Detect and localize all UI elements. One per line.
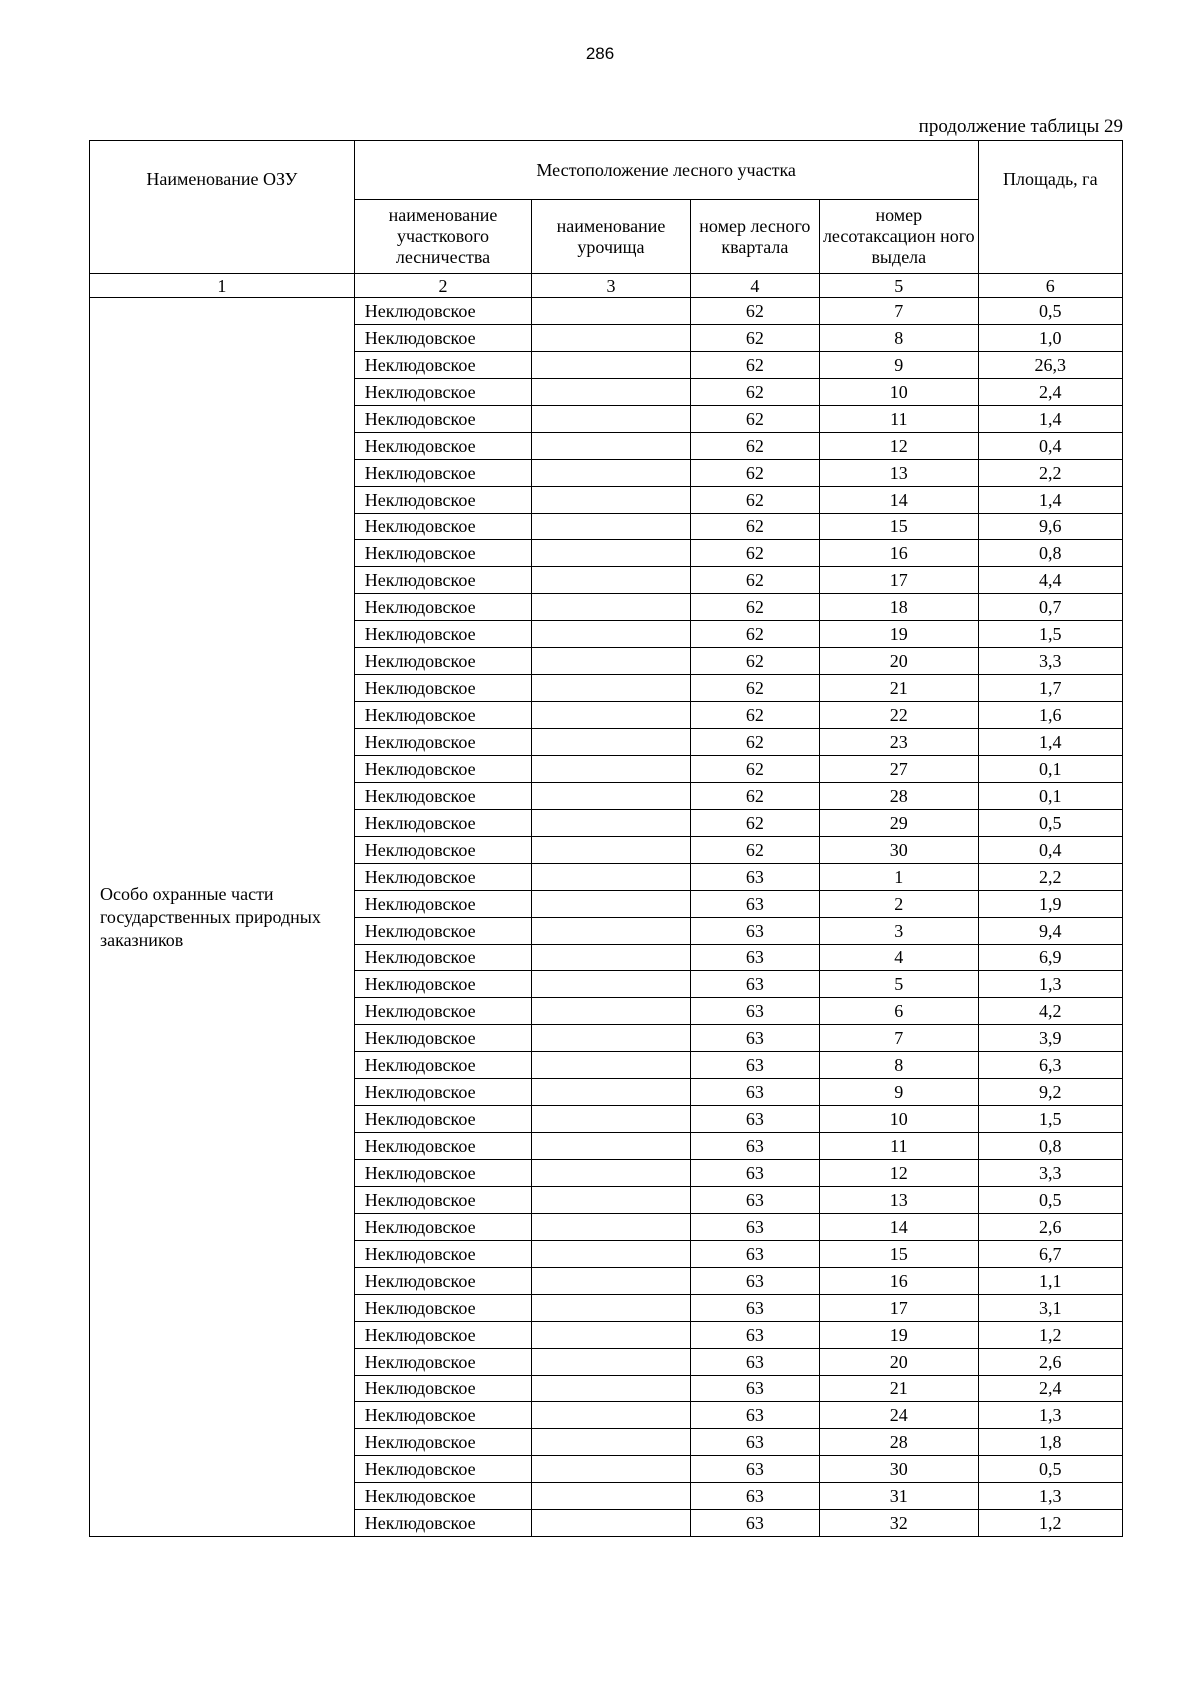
forestry-cell: Неклюдовское (354, 1321, 532, 1348)
ozu-category-cell: Особо охранные части государственных природных заказников (90, 298, 355, 1537)
quarter-cell: 63 (690, 998, 819, 1025)
area-cell: 2,6 (978, 1213, 1122, 1240)
forestry-cell: Неклюдовское (354, 378, 532, 405)
forestry-cell: Неклюдовское (354, 809, 532, 836)
forestry-cell: Неклюдовское (354, 836, 532, 863)
area-cell: 3,9 (978, 1025, 1122, 1052)
allotment-cell: 13 (820, 459, 979, 486)
area-cell: 6,7 (978, 1240, 1122, 1267)
allotment-cell: 13 (820, 1186, 979, 1213)
column-number: 5 (820, 274, 979, 298)
quarter-cell: 62 (690, 486, 819, 513)
tract-cell (532, 971, 690, 998)
forestry-cell: Неклюдовское (354, 729, 532, 756)
allotment-cell: 22 (820, 702, 979, 729)
allotment-cell: 3 (820, 917, 979, 944)
tract-cell (532, 1510, 690, 1537)
column-number: 3 (532, 274, 690, 298)
column-number: 1 (90, 274, 355, 298)
header-ozu-name: Наименование ОЗУ (90, 141, 355, 274)
tract-cell (532, 729, 690, 756)
allotment-cell: 14 (820, 1213, 979, 1240)
area-cell: 1,5 (978, 1106, 1122, 1133)
allotment-cell: 27 (820, 755, 979, 782)
quarter-cell: 62 (690, 836, 819, 863)
area-cell: 9,6 (978, 513, 1122, 540)
allotment-cell: 30 (820, 836, 979, 863)
area-cell: 9,2 (978, 1079, 1122, 1106)
tract-cell (532, 486, 690, 513)
area-cell: 0,1 (978, 782, 1122, 809)
allotment-cell: 23 (820, 729, 979, 756)
quarter-cell: 62 (690, 755, 819, 782)
tract-cell (532, 1321, 690, 1348)
allotment-cell: 10 (820, 1106, 979, 1133)
allotment-cell: 32 (820, 1510, 979, 1537)
tract-cell (532, 324, 690, 351)
quarter-cell: 63 (690, 1079, 819, 1106)
forestry-cell: Неклюдовское (354, 1483, 532, 1510)
allotment-cell: 31 (820, 1483, 979, 1510)
area-cell: 6,3 (978, 1052, 1122, 1079)
quarter-cell: 62 (690, 782, 819, 809)
tract-cell (532, 567, 690, 594)
forestry-cell: Неклюдовское (354, 459, 532, 486)
area-cell: 0,1 (978, 755, 1122, 782)
tract-cell (532, 1052, 690, 1079)
quarter-cell: 63 (690, 1429, 819, 1456)
area-cell: 1,9 (978, 890, 1122, 917)
table-continuation-caption: продолжение таблицы 29 (918, 116, 1123, 137)
forestry-cell: Неклюдовское (354, 594, 532, 621)
tract-cell (532, 621, 690, 648)
area-cell: 0,4 (978, 836, 1122, 863)
allotment-cell: 8 (820, 1052, 979, 1079)
allotment-cell: 14 (820, 486, 979, 513)
quarter-cell: 63 (690, 1106, 819, 1133)
quarter-cell: 63 (690, 890, 819, 917)
area-cell: 0,5 (978, 298, 1122, 325)
allotment-cell: 19 (820, 621, 979, 648)
tract-cell (532, 1240, 690, 1267)
tract-cell (532, 1294, 690, 1321)
tract-cell (532, 836, 690, 863)
area-cell: 1,3 (978, 1483, 1122, 1510)
header-area: Площадь, га (978, 141, 1122, 274)
area-cell: 1,8 (978, 1429, 1122, 1456)
page-number: 286 (585, 44, 615, 63)
table-row (90, 298, 1123, 325)
quarter-cell: 62 (690, 459, 819, 486)
quarter-cell: 62 (690, 351, 819, 378)
allotment-cell: 28 (820, 782, 979, 809)
quarter-cell: 63 (690, 1160, 819, 1187)
quarter-cell: 63 (690, 863, 819, 890)
allotment-cell: 21 (820, 675, 979, 702)
area-cell: 3,3 (978, 648, 1122, 675)
header-allotment: номер лесотаксацион ного выдела (820, 200, 979, 274)
area-cell: 3,3 (978, 1160, 1122, 1187)
forestry-cell: Неклюдовское (354, 405, 532, 432)
allotment-cell: 20 (820, 1348, 979, 1375)
forestry-cell: Неклюдовское (354, 1133, 532, 1160)
area-cell: 1,4 (978, 729, 1122, 756)
quarter-cell: 63 (690, 1456, 819, 1483)
forestry-cell: Неклюдовское (354, 1052, 532, 1079)
tract-cell (532, 1267, 690, 1294)
tract-cell (532, 405, 690, 432)
forestry-cell: Неклюдовское (354, 755, 532, 782)
quarter-cell: 62 (690, 729, 819, 756)
tract-cell (532, 513, 690, 540)
tract-cell (532, 890, 690, 917)
tract-cell (532, 1025, 690, 1052)
forestry-cell: Неклюдовское (354, 702, 532, 729)
forest-plots-table (89, 140, 1123, 1537)
area-cell: 26,3 (978, 351, 1122, 378)
allotment-cell: 15 (820, 1240, 979, 1267)
allotment-cell: 7 (820, 298, 979, 325)
forestry-cell: Неклюдовское (354, 298, 532, 325)
tract-cell (532, 1160, 690, 1187)
tract-cell (532, 702, 690, 729)
forestry-cell: Неклюдовское (354, 513, 532, 540)
quarter-cell: 62 (690, 405, 819, 432)
allotment-cell: 19 (820, 1321, 979, 1348)
tract-cell (532, 675, 690, 702)
area-cell: 1,6 (978, 702, 1122, 729)
column-number: 6 (978, 274, 1122, 298)
area-cell: 1,0 (978, 324, 1122, 351)
tract-cell (532, 459, 690, 486)
tract-cell (532, 298, 690, 325)
quarter-cell: 62 (690, 809, 819, 836)
quarter-cell: 63 (690, 917, 819, 944)
forestry-cell: Неклюдовское (354, 1510, 532, 1537)
area-cell: 2,6 (978, 1348, 1122, 1375)
area-cell: 0,4 (978, 432, 1122, 459)
table-body (90, 298, 1123, 1537)
quarter-cell: 63 (690, 1052, 819, 1079)
allotment-cell: 9 (820, 1079, 979, 1106)
tract-cell (532, 1375, 690, 1402)
quarter-cell: 63 (690, 1483, 819, 1510)
allotment-cell: 11 (820, 405, 979, 432)
tract-cell (532, 540, 690, 567)
forestry-cell: Неклюдовское (354, 1160, 532, 1187)
quarter-cell: 62 (690, 567, 819, 594)
area-cell: 0,5 (978, 1456, 1122, 1483)
forestry-cell: Неклюдовское (354, 1025, 532, 1052)
quarter-cell: 62 (690, 648, 819, 675)
allotment-cell: 17 (820, 1294, 979, 1321)
tract-cell (532, 1456, 690, 1483)
area-cell: 0,5 (978, 809, 1122, 836)
tract-cell (532, 782, 690, 809)
allotment-cell: 16 (820, 1267, 979, 1294)
forestry-cell: Неклюдовское (354, 782, 532, 809)
tract-cell (532, 809, 690, 836)
area-cell: 2,4 (978, 378, 1122, 405)
allotment-cell: 15 (820, 513, 979, 540)
quarter-cell: 62 (690, 540, 819, 567)
allotment-cell: 16 (820, 540, 979, 567)
area-cell: 2,2 (978, 459, 1122, 486)
forestry-cell: Неклюдовское (354, 1375, 532, 1402)
forestry-cell: Неклюдовское (354, 1186, 532, 1213)
allotment-cell: 11 (820, 1133, 979, 1160)
area-cell: 6,9 (978, 944, 1122, 971)
forestry-cell: Неклюдовское (354, 432, 532, 459)
forestry-cell: Неклюдовское (354, 1348, 532, 1375)
allotment-cell: 5 (820, 971, 979, 998)
forestry-cell: Неклюдовское (354, 917, 532, 944)
area-cell: 2,2 (978, 863, 1122, 890)
quarter-cell: 63 (690, 1321, 819, 1348)
header-location: Местоположение лесного участка (354, 141, 978, 200)
forestry-cell: Неклюдовское (354, 1240, 532, 1267)
forestry-cell: Неклюдовское (354, 1429, 532, 1456)
allotment-cell: 18 (820, 594, 979, 621)
column-number: 2 (354, 274, 532, 298)
area-cell: 2,4 (978, 1375, 1122, 1402)
forestry-cell: Неклюдовское (354, 648, 532, 675)
header-quarter: номер лесного квартала (690, 200, 819, 274)
forestry-cell: Неклюдовское (354, 998, 532, 1025)
forestry-cell: Неклюдовское (354, 1267, 532, 1294)
allotment-cell: 29 (820, 809, 979, 836)
tract-cell (532, 1402, 690, 1429)
tract-cell (532, 1348, 690, 1375)
forestry-cell: Неклюдовское (354, 1402, 532, 1429)
forestry-cell: Неклюдовское (354, 621, 532, 648)
area-cell: 4,2 (978, 998, 1122, 1025)
allotment-cell: 12 (820, 1160, 979, 1187)
quarter-cell: 62 (690, 702, 819, 729)
tract-cell (532, 648, 690, 675)
area-cell: 1,5 (978, 621, 1122, 648)
area-cell: 0,7 (978, 594, 1122, 621)
area-cell: 0,8 (978, 1133, 1122, 1160)
allotment-cell: 17 (820, 567, 979, 594)
forestry-cell: Неклюдовское (354, 567, 532, 594)
allotment-cell: 2 (820, 890, 979, 917)
allotment-cell: 8 (820, 324, 979, 351)
tract-cell (532, 351, 690, 378)
area-cell: 1,3 (978, 971, 1122, 998)
tract-cell (532, 1133, 690, 1160)
quarter-cell: 62 (690, 432, 819, 459)
area-cell: 1,4 (978, 486, 1122, 513)
tract-cell (532, 1213, 690, 1240)
area-cell: 1,1 (978, 1267, 1122, 1294)
allotment-cell: 7 (820, 1025, 979, 1052)
area-cell: 1,3 (978, 1402, 1122, 1429)
quarter-cell: 63 (690, 1025, 819, 1052)
quarter-cell: 63 (690, 1294, 819, 1321)
area-cell: 1,2 (978, 1510, 1122, 1537)
area-cell: 3,1 (978, 1294, 1122, 1321)
area-cell: 1,7 (978, 675, 1122, 702)
tract-cell (532, 755, 690, 782)
tract-cell (532, 432, 690, 459)
column-number: 4 (690, 274, 819, 298)
allotment-cell: 28 (820, 1429, 979, 1456)
allotment-cell: 24 (820, 1402, 979, 1429)
tract-cell (532, 1186, 690, 1213)
forestry-cell: Неклюдовское (354, 351, 532, 378)
quarter-cell: 63 (690, 1186, 819, 1213)
area-cell: 1,2 (978, 1321, 1122, 1348)
forestry-cell: Неклюдовское (354, 1456, 532, 1483)
tract-cell (532, 378, 690, 405)
forestry-cell: Неклюдовское (354, 971, 532, 998)
header-tract: наименование урочища (532, 200, 690, 274)
forestry-cell: Неклюдовское (354, 486, 532, 513)
forestry-cell: Неклюдовское (354, 944, 532, 971)
forestry-cell: Неклюдовское (354, 1294, 532, 1321)
allotment-cell: 4 (820, 944, 979, 971)
forestry-cell: Неклюдовское (354, 1213, 532, 1240)
allotment-cell: 12 (820, 432, 979, 459)
allotment-cell: 20 (820, 648, 979, 675)
forestry-cell: Неклюдовское (354, 1079, 532, 1106)
quarter-cell: 63 (690, 1375, 819, 1402)
quarter-cell: 63 (690, 1133, 819, 1160)
forestry-cell: Неклюдовское (354, 540, 532, 567)
allotment-cell: 30 (820, 1456, 979, 1483)
quarter-cell: 62 (690, 324, 819, 351)
quarter-cell: 63 (690, 1348, 819, 1375)
tract-cell (532, 1079, 690, 1106)
forestry-cell: Неклюдовское (354, 324, 532, 351)
quarter-cell: 63 (690, 1213, 819, 1240)
tract-cell (532, 863, 690, 890)
quarter-cell: 62 (690, 378, 819, 405)
area-cell: 0,8 (978, 540, 1122, 567)
quarter-cell: 63 (690, 1402, 819, 1429)
quarter-cell: 63 (690, 1267, 819, 1294)
quarter-cell: 62 (690, 675, 819, 702)
tract-cell (532, 594, 690, 621)
quarter-cell: 63 (690, 1510, 819, 1537)
quarter-cell: 63 (690, 944, 819, 971)
quarter-cell: 62 (690, 621, 819, 648)
tract-cell (532, 917, 690, 944)
quarter-cell: 63 (690, 1240, 819, 1267)
area-cell: 0,5 (978, 1186, 1122, 1213)
quarter-cell: 62 (690, 513, 819, 540)
tract-cell (532, 1483, 690, 1510)
quarter-cell: 63 (690, 971, 819, 998)
allotment-cell: 10 (820, 378, 979, 405)
forestry-cell: Неклюдовское (354, 863, 532, 890)
quarter-cell: 62 (690, 594, 819, 621)
header-forestry: наименование участкового лесничества (354, 200, 532, 274)
allotment-cell: 6 (820, 998, 979, 1025)
area-cell: 9,4 (978, 917, 1122, 944)
allotment-cell: 1 (820, 863, 979, 890)
tract-cell (532, 998, 690, 1025)
tract-cell (532, 1429, 690, 1456)
allotment-cell: 9 (820, 351, 979, 378)
quarter-cell: 62 (690, 298, 819, 325)
area-cell: 4,4 (978, 567, 1122, 594)
forestry-cell: Неклюдовское (354, 675, 532, 702)
area-cell: 1,4 (978, 405, 1122, 432)
forestry-cell: Неклюдовское (354, 1106, 532, 1133)
tract-cell (532, 944, 690, 971)
allotment-cell: 21 (820, 1375, 979, 1402)
tract-cell (532, 1106, 690, 1133)
forestry-cell: Неклюдовское (354, 890, 532, 917)
